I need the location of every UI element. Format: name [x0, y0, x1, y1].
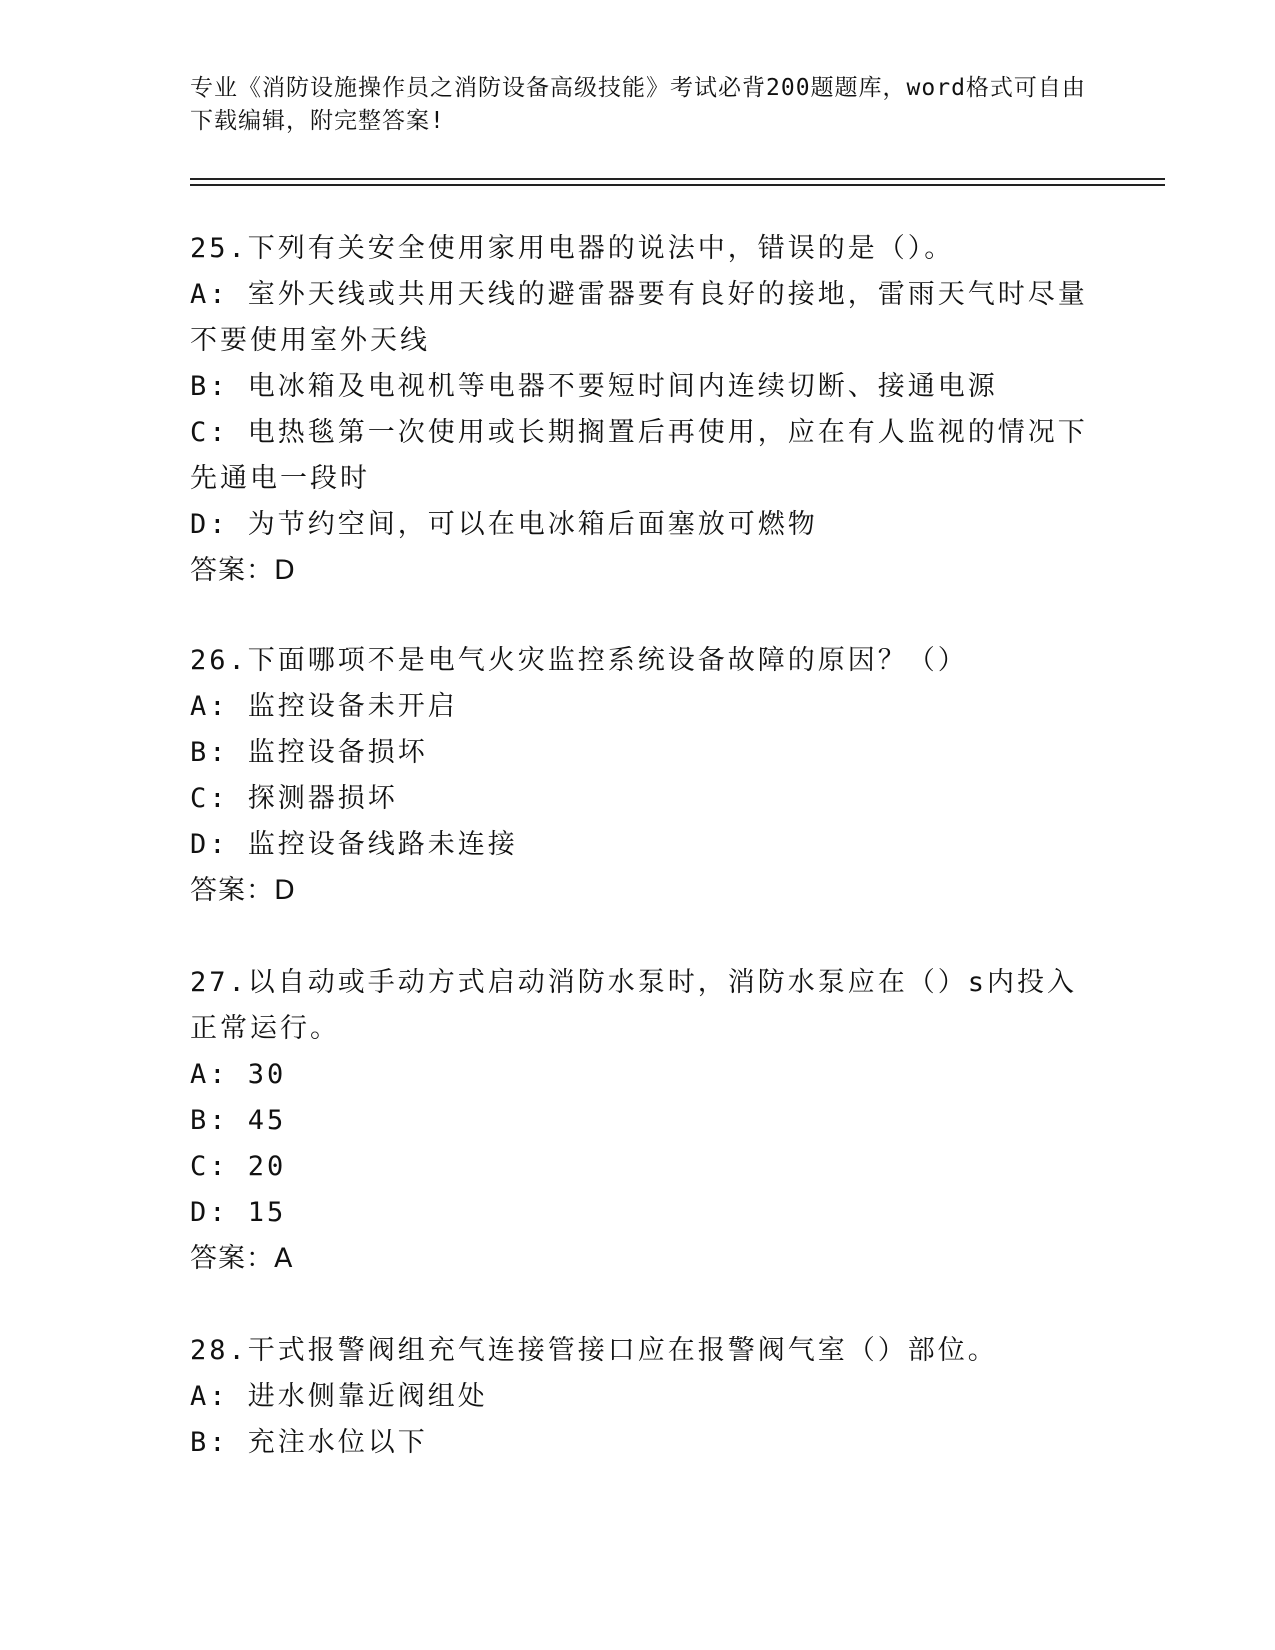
question-stem: 28.干式报警阀组充气连接管接口应在报警阀气室（）部位。 — [190, 1335, 998, 1366]
option-c: C: 电热毯第一次使用或长期搁置后再使用，应在有人监视的情况下先通电一段时 — [190, 417, 1088, 494]
option-b: B: 45 — [190, 1105, 287, 1136]
option-c: C: 探测器损坏 — [190, 783, 398, 814]
option-b: B: 监控设备损坏 — [190, 737, 428, 768]
question-27 — [190, 960, 1090, 1282]
option-d: D: 为节约空间，可以在电冰箱后面塞放可燃物 — [190, 509, 818, 540]
question-stem: 27.以自动或手动方式启动消防水泵时，消防水泵应在（）s内投入正常运行。 — [190, 967, 1078, 1044]
question-26 — [190, 638, 1090, 914]
header-divider-top — [190, 178, 1165, 180]
answer: 答案：D — [190, 875, 296, 906]
option-a: A: 监控设备未开启 — [190, 691, 458, 722]
answer: 答案：D — [190, 555, 296, 586]
option-a: A: 进水侧靠近阀组处 — [190, 1381, 488, 1412]
answer: 答案：A — [190, 1243, 294, 1274]
question-25 — [190, 226, 1090, 594]
option-b: B: 电冰箱及电视机等电器不要短时间内连续切断、接通电源 — [190, 371, 998, 402]
question-stem: 25.下列有关安全使用家用电器的说法中，错误的是（）。 — [190, 233, 955, 264]
header-divider-bottom — [190, 184, 1165, 186]
question-28 — [190, 1328, 1090, 1466]
option-d: D: 15 — [190, 1197, 287, 1228]
question-stem: 26.下面哪项不是电气火灾监控系统设备故障的原因？（） — [190, 645, 968, 676]
option-a: A: 室外天线或共用天线的避雷器要有良好的接地，雷雨天气时尽量不要使用室外天线 — [190, 279, 1088, 356]
option-c: C: 20 — [190, 1151, 287, 1182]
option-b: B: 充注水位以下 — [190, 1427, 428, 1458]
option-a: A: 30 — [190, 1059, 287, 1090]
option-d: D: 监控设备线路未连接 — [190, 829, 518, 860]
document-header: 专业《消防设施操作员之消防设备高级技能》考试必背200题题库，word格式可自由下载编辑，附完整答案! — [190, 75, 1086, 134]
